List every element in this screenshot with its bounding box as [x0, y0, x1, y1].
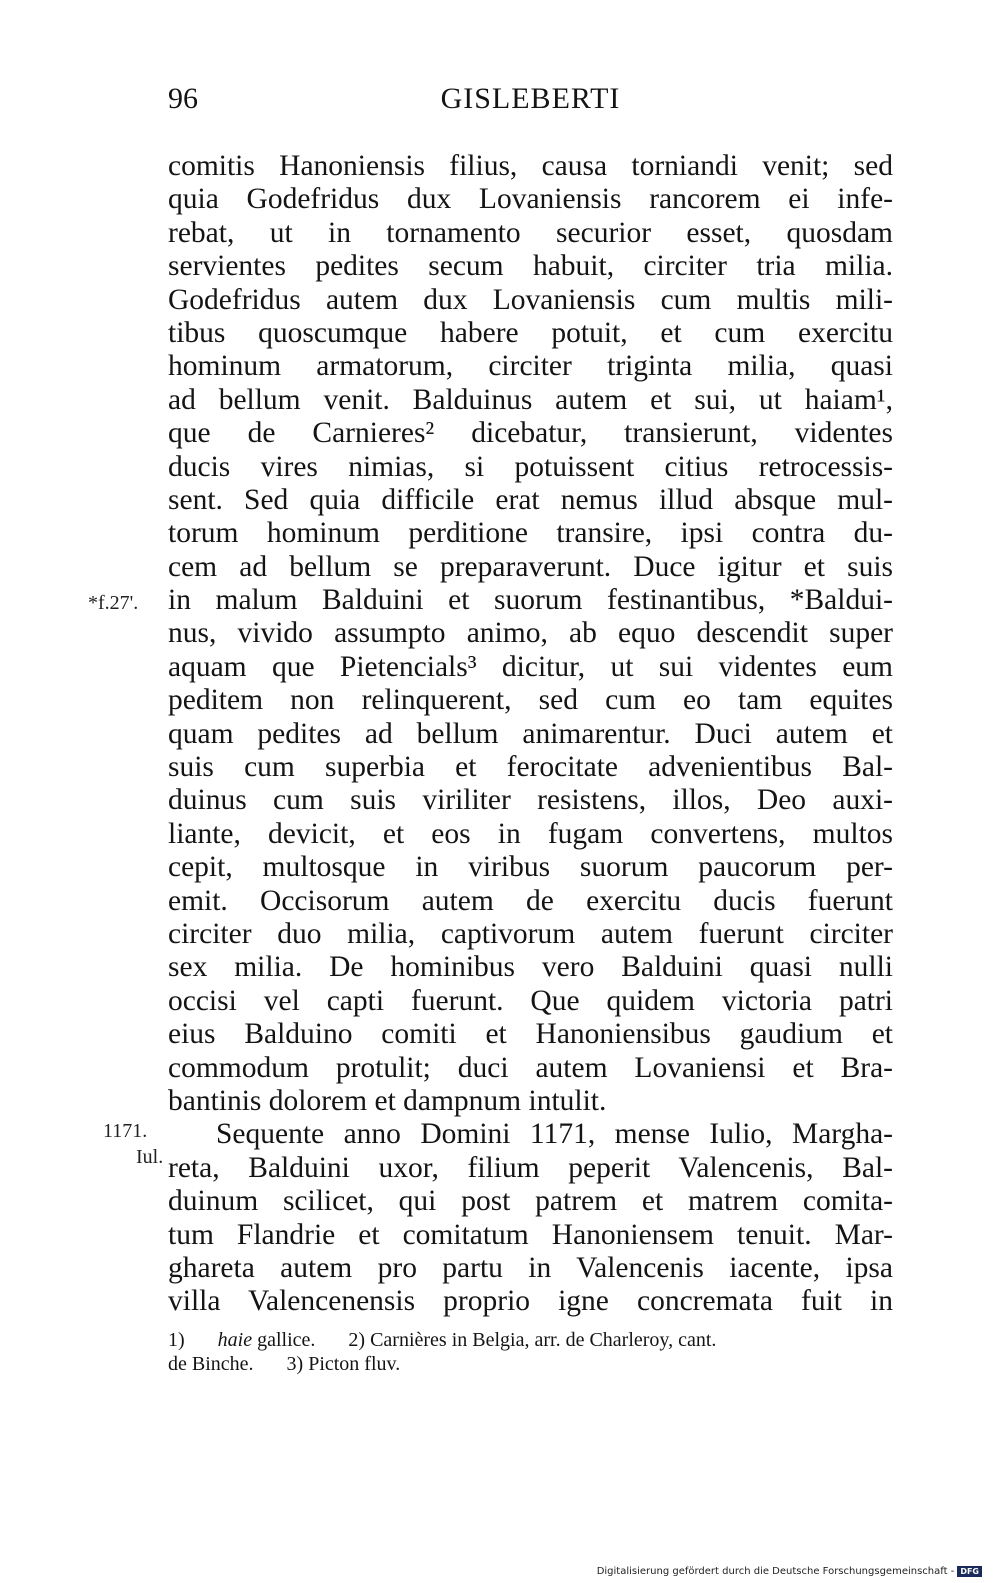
- margin-note-folio: *f.27'.: [88, 592, 139, 614]
- footnote-line: [168, 1328, 893, 1352]
- footnote-2: 2) Carnières in Belgia, arr. de Charleroy, cant.: [348, 1329, 717, 1351]
- text-line: sent. Sed quia difficile erat nemus illud absque mul-: [168, 483, 893, 516]
- text-line: servientes pedites secum habuit, circiter tria milia.: [168, 250, 893, 283]
- text-line: occisi vel capti fuerunt. Que quidem victoria patri: [168, 984, 893, 1017]
- text-line: reta, Balduini uxor, filium peperit Valencenis, Bal-: [168, 1151, 893, 1184]
- text-line: villa Valencenensis proprio igne concremata fuit in: [168, 1285, 893, 1318]
- footnote-line: [168, 1352, 893, 1376]
- footnote-3: 3) Picton fluv.: [286, 1353, 401, 1375]
- text-line: emit. Occisorum autem de exercitu ducis fuerunt: [168, 884, 893, 917]
- text-line: nus, vivido assumpto animo, ab equo descendit super: [168, 617, 893, 650]
- text-line: circiter duo milia, captivorum autem fuerunt circiter: [168, 917, 893, 950]
- footnote-1-text: gallice.: [257, 1329, 316, 1351]
- dfg-logo-icon: DFG: [957, 1566, 982, 1577]
- text-line: Sequente anno Domini 1171, mense Iulio, Margha-: [216, 1118, 893, 1151]
- text-line: peditem non relinquerent, sed cum eo tam equites: [168, 684, 893, 717]
- text-line: ducis vires nimias, si potuissent citius retrocessis-: [168, 450, 893, 483]
- text-line: cem ad bellum se preparaverunt. Duce igitur et suis: [168, 550, 893, 583]
- text-line: duinum scilicet, qui post patrem et matrem comita-: [168, 1185, 893, 1218]
- text-line: eius Balduino comiti et Hanoniensibus gaudium et: [168, 1018, 893, 1051]
- text-line: Godefridus autem dux Lovaniensis cum multis mili-: [168, 283, 893, 316]
- text-line: ghareta autem pro partu in Valencenis iacente, ipsa: [168, 1251, 893, 1284]
- text-line: quam pedites ad bellum animarentur. Duci autem et: [168, 717, 893, 750]
- text-line: cepit, multosque in viribus suorum paucorum per-: [168, 851, 893, 884]
- digitization-credit: [597, 1566, 982, 1577]
- text-line: suis cum superbia et ferocitate advenientibus Bal-: [168, 751, 893, 784]
- text-line: bantinis dolorem et dampnum intulit.: [168, 1084, 607, 1117]
- text-line: hominum armatorum, circiter triginta milia, quasi: [168, 350, 893, 383]
- footnote-1-term: haie: [217, 1329, 253, 1351]
- credit-text: Digitalisierung gefördert durch die Deutsche Forschungsgemeinschaft -: [596, 1566, 955, 1577]
- running-title: GISLEBERTI: [440, 82, 621, 115]
- text-line: quia Godefridus dux Lovaniensis rancorem ei infe-: [168, 183, 893, 216]
- text-line: tibus quoscumque habere potuit, et cum exercitu: [168, 316, 893, 349]
- footnotes: [168, 1328, 893, 1376]
- text-line: tum Flandrie et comitatum Hanoniensem tenuit. Mar-: [168, 1218, 893, 1251]
- text-line: duinus cum suis viriliter resistens, illos, Deo auxi-: [168, 784, 893, 817]
- text-line: in malum Balduini et suorum festinantibus, *Baldui-: [168, 584, 893, 617]
- footnote-1-mark: 1): [168, 1329, 185, 1351]
- text-line: aquam que Pietencials³ dicitur, ut sui videntes eum: [168, 650, 893, 683]
- text-line: liante, devicit, et eos in fugam convertens, multos: [168, 817, 893, 850]
- text-line: que de Carnieres² dicebatur, transierunt, videntes: [168, 417, 893, 450]
- text-line: commodum protulit; duci autem Lovaniensi et Bra-: [168, 1051, 893, 1084]
- margin-note-year: 1171.: [103, 1120, 148, 1142]
- page-number: 96: [168, 82, 198, 115]
- text-line: sex milia. De hominibus vero Balduini quasi nulli: [168, 951, 893, 984]
- margin-note-month: Iul.: [136, 1146, 164, 1168]
- body-text: [168, 150, 893, 1319]
- text-line: rebat, ut in tornamento securior esset, quosdam: [168, 216, 893, 249]
- text-line: torum hominum perditione transire, ipsi contra du-: [168, 517, 893, 550]
- footnote-2-cont: de Binche.: [168, 1353, 254, 1375]
- text-line: comitis Hanoniensis filius, causa torniandi venit; sed: [168, 150, 893, 182]
- text-line: ad bellum venit. Balduinus autem et sui, ut haiam¹,: [168, 383, 893, 416]
- footnote-1: [168, 1329, 315, 1351]
- running-head: [168, 82, 893, 118]
